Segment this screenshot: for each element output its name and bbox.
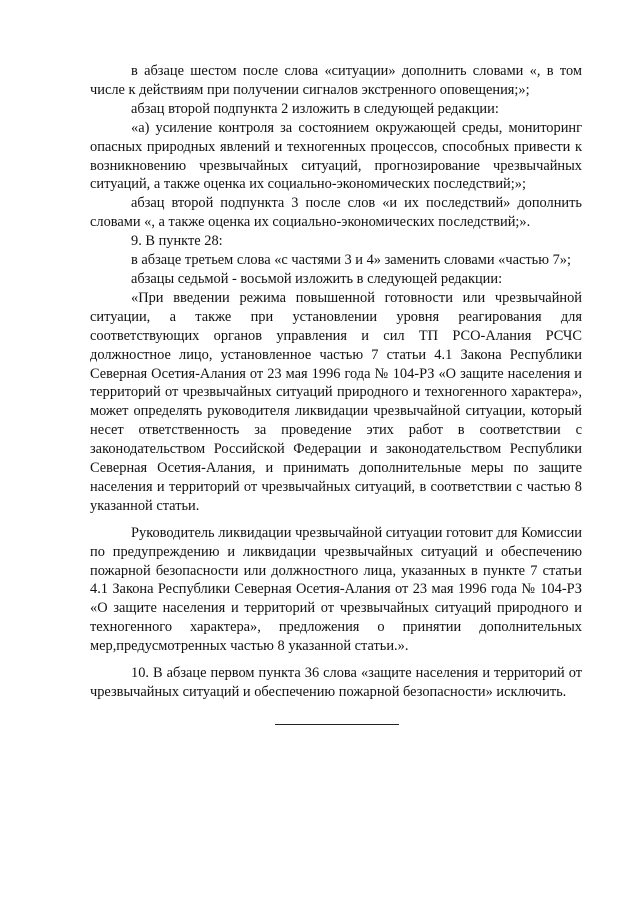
document-body xyxy=(90,62,582,702)
paragraph-10: 10. В абзаце первом пункта 36 слова «защите населения и территорий от чрезвычайных ситуаций и обеспечению пожарной безопасности» исключить. xyxy=(90,665,582,700)
paragraph-1: в абзаце шестом после слова «ситуации» дополнить словами «, в том числе к действиям при получении сигналов экстренного оповещения;»; xyxy=(90,63,582,98)
paragraph-3: «а) усиление контроля за состоянием окружающей среды, мониторинг опасных природных явлений и техногенных процессов, способных привести к возникновению чрезвычайных ситуаций, прогнозирование чрезвычайных ситуаций, а также оценка их социально-экономических последствий;»; xyxy=(90,119,582,193)
paragraph-9: Руководитель ликвидации чрезвычайной ситуации готовит для Комиссии по предупреждению и ликвидации чрезвычайных ситуаций и обеспечению пожарной безопасности или должностного лица, указанных в пункте 7 статьи 4.1 Закона Республики Северная Осетия-Алания от 23 мая 1996 года № 104-РЗ «О защите населения и территорий от чрезвычайных ситуаций природного и техногенного характера», предложения о принятии дополнительных мер,предусмотренных частью 8 указанной статьи.». xyxy=(90,524,582,655)
paragraph-5: 9. В пункте 28: xyxy=(131,233,223,250)
paragraph-7: абзацы седьмой - восьмой изложить в следующей редакции: xyxy=(131,270,503,287)
paragraph-8: «При введении режима повышенной готовности или чрезвычайной ситуации, а также при установлении уровня реагирования для соответствующих органов управления и сил ТП РСО-Алания РСЧС должностное лицо, установленное частью 7 статьи 4.1 Закона Республики Северная Осетия-Алания от 23 мая 1996 года № 104-РЗ «О защите населения и территорий от чрезвычайных ситуаций природного и техногенного характера», может определять руководителя ликвидации чрезвычайной ситуации, который несет ответственность за проведение этих работ в соответствии с законодательством Российской Федерации и законодательством Республики Северная Осетия-Алания, и принимать дополнительные меры по защите населения и территорий от чрезвычайных ситуаций, в соответствии с частью 8 указанной статьи. xyxy=(90,289,582,514)
paragraph-2: абзац второй подпункта 2 изложить в следующей редакции: xyxy=(131,100,499,117)
paragraph-4: абзац второй подпункта 3 после слов «и их последствий» дополнить словами «, а также оценка их социально-экономических последствий;». xyxy=(90,195,582,231)
paragraph-6: в абзаце третьем слова «с частями 3 и 4» заменить словами «частью 7»; xyxy=(131,252,571,269)
closing-divider-line xyxy=(275,724,399,725)
